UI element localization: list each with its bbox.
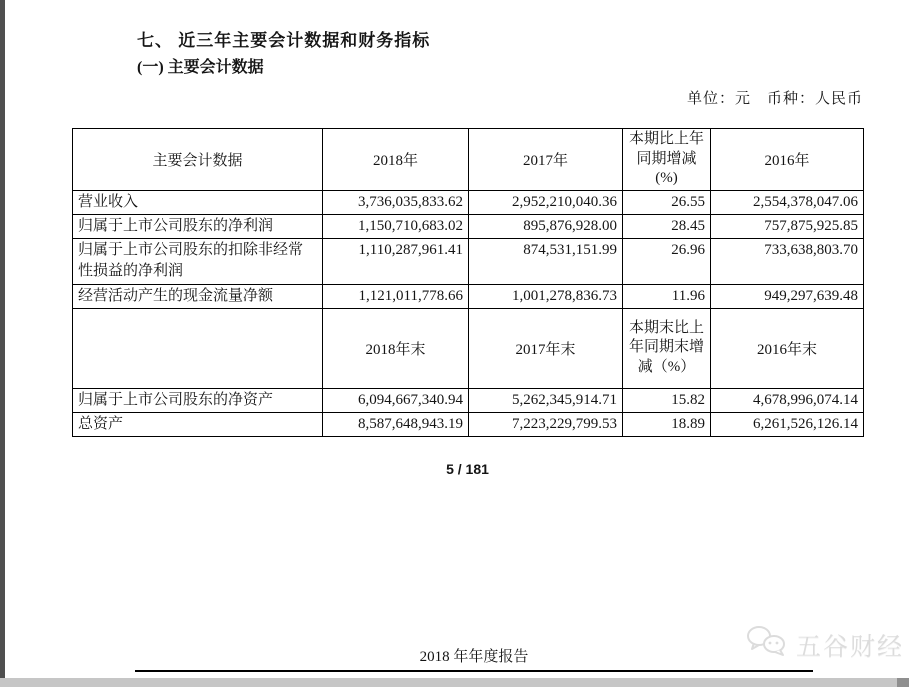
col-header-2018-end: 2018年末 bbox=[323, 308, 469, 388]
operating-cash-flow-2017-value: 1,001,278,836.73 bbox=[469, 284, 623, 308]
footer-divider-line bbox=[135, 670, 813, 672]
col-header-2018: 2018年 bbox=[323, 129, 469, 191]
page-number: 5 / 181 bbox=[446, 461, 489, 477]
table-row-net-assets bbox=[73, 388, 864, 412]
total-assets-2016-value: 6,261,526,126.14 bbox=[711, 412, 864, 436]
watermark-text: 五谷财经 bbox=[796, 633, 905, 661]
net-assets-2016-value: 4,678,996,074.14 bbox=[711, 388, 864, 412]
deducted-net-profit-2017-value: 874,531,151.99 bbox=[469, 238, 623, 284]
col-header-year-end-change: 本期末比上年同期末增减（%） bbox=[623, 308, 711, 388]
revenue-2018-value: 3,736,035,833.62 bbox=[323, 190, 469, 214]
total-assets-change-pct: 18.89 bbox=[623, 412, 711, 436]
table-row-total-assets bbox=[73, 412, 864, 436]
table-row-operating-cash-flow bbox=[73, 284, 864, 308]
net-profit-2018-value: 1,150,710,683.02 bbox=[323, 214, 469, 238]
net-profit-2016-value: 757,875,925.85 bbox=[711, 214, 864, 238]
horizontal-scrollbar[interactable] bbox=[0, 678, 909, 687]
section-title: 七、 近三年主要会计数据和财务指标 bbox=[137, 31, 431, 50]
net-profit-change-pct: 28.45 bbox=[623, 214, 711, 238]
operating-cash-flow-2018-value: 1,121,011,778.66 bbox=[323, 284, 469, 308]
net-assets-2018-value: 6,094,667,340.94 bbox=[323, 388, 469, 412]
row-label-net-profit: 归属于上市公司股东的净利润 bbox=[73, 214, 323, 238]
operating-cash-flow-change-pct: 11.96 bbox=[623, 284, 711, 308]
row-label-operating-cash-flow: 经营活动产生的现金流量净额 bbox=[73, 284, 323, 308]
operating-cash-flow-2016-value: 949,297,639.48 bbox=[711, 284, 864, 308]
table-row-revenue bbox=[73, 190, 864, 214]
net-assets-2017-value: 5,262,345,914.71 bbox=[469, 388, 623, 412]
row-label-deducted-net-profit: 归属于上市公司股东的扣除非经常性损益的净利润 bbox=[73, 238, 323, 284]
net-assets-change-pct: 15.82 bbox=[623, 388, 711, 412]
table-header-year-end bbox=[73, 308, 864, 388]
col-header-yoy-change: 本期比上年同期增减(%) bbox=[623, 129, 711, 191]
table-row-deducted-net-profit bbox=[73, 238, 864, 284]
net-profit-2017-value: 895,876,928.00 bbox=[469, 214, 623, 238]
row-label-revenue: 营业收入 bbox=[73, 190, 323, 214]
row-label-net-assets: 归属于上市公司股东的净资产 bbox=[73, 388, 323, 412]
window-left-edge bbox=[0, 0, 5, 687]
revenue-change-pct: 26.55 bbox=[623, 190, 711, 214]
col-header-2017-end: 2017年末 bbox=[469, 308, 623, 388]
total-assets-2017-value: 7,223,229,799.53 bbox=[469, 412, 623, 436]
deducted-net-profit-2016-value: 733,638,803.70 bbox=[711, 238, 864, 284]
footer-report-title: 2018 年年度报告 bbox=[419, 649, 529, 665]
deducted-net-profit-change-pct: 26.96 bbox=[623, 238, 711, 284]
col-header-2016-end: 2016年末 bbox=[711, 308, 864, 388]
key-accounting-data-table bbox=[72, 128, 864, 437]
total-assets-2018-value: 8,587,648,943.19 bbox=[323, 412, 469, 436]
table-row-net-profit bbox=[73, 214, 864, 238]
revenue-2017-value: 2,952,210,040.36 bbox=[469, 190, 623, 214]
col-header-2017: 2017年 bbox=[469, 129, 623, 191]
unit-currency-note: 单位：元 币种：人民币 bbox=[686, 91, 863, 107]
col-header-metric-blank bbox=[73, 308, 323, 388]
row-label-total-assets: 总资产 bbox=[73, 412, 323, 436]
revenue-2016-value: 2,554,378,047.06 bbox=[711, 190, 864, 214]
col-header-metric: 主要会计数据 bbox=[73, 129, 323, 191]
scrollbar-corner bbox=[897, 678, 909, 687]
table-header-annual bbox=[73, 129, 864, 191]
col-header-2016: 2016年 bbox=[711, 129, 864, 191]
deducted-net-profit-2018-value: 1,110,287,961.41 bbox=[323, 238, 469, 284]
subsection-title: (一) 主要会计数据 bbox=[137, 59, 264, 76]
